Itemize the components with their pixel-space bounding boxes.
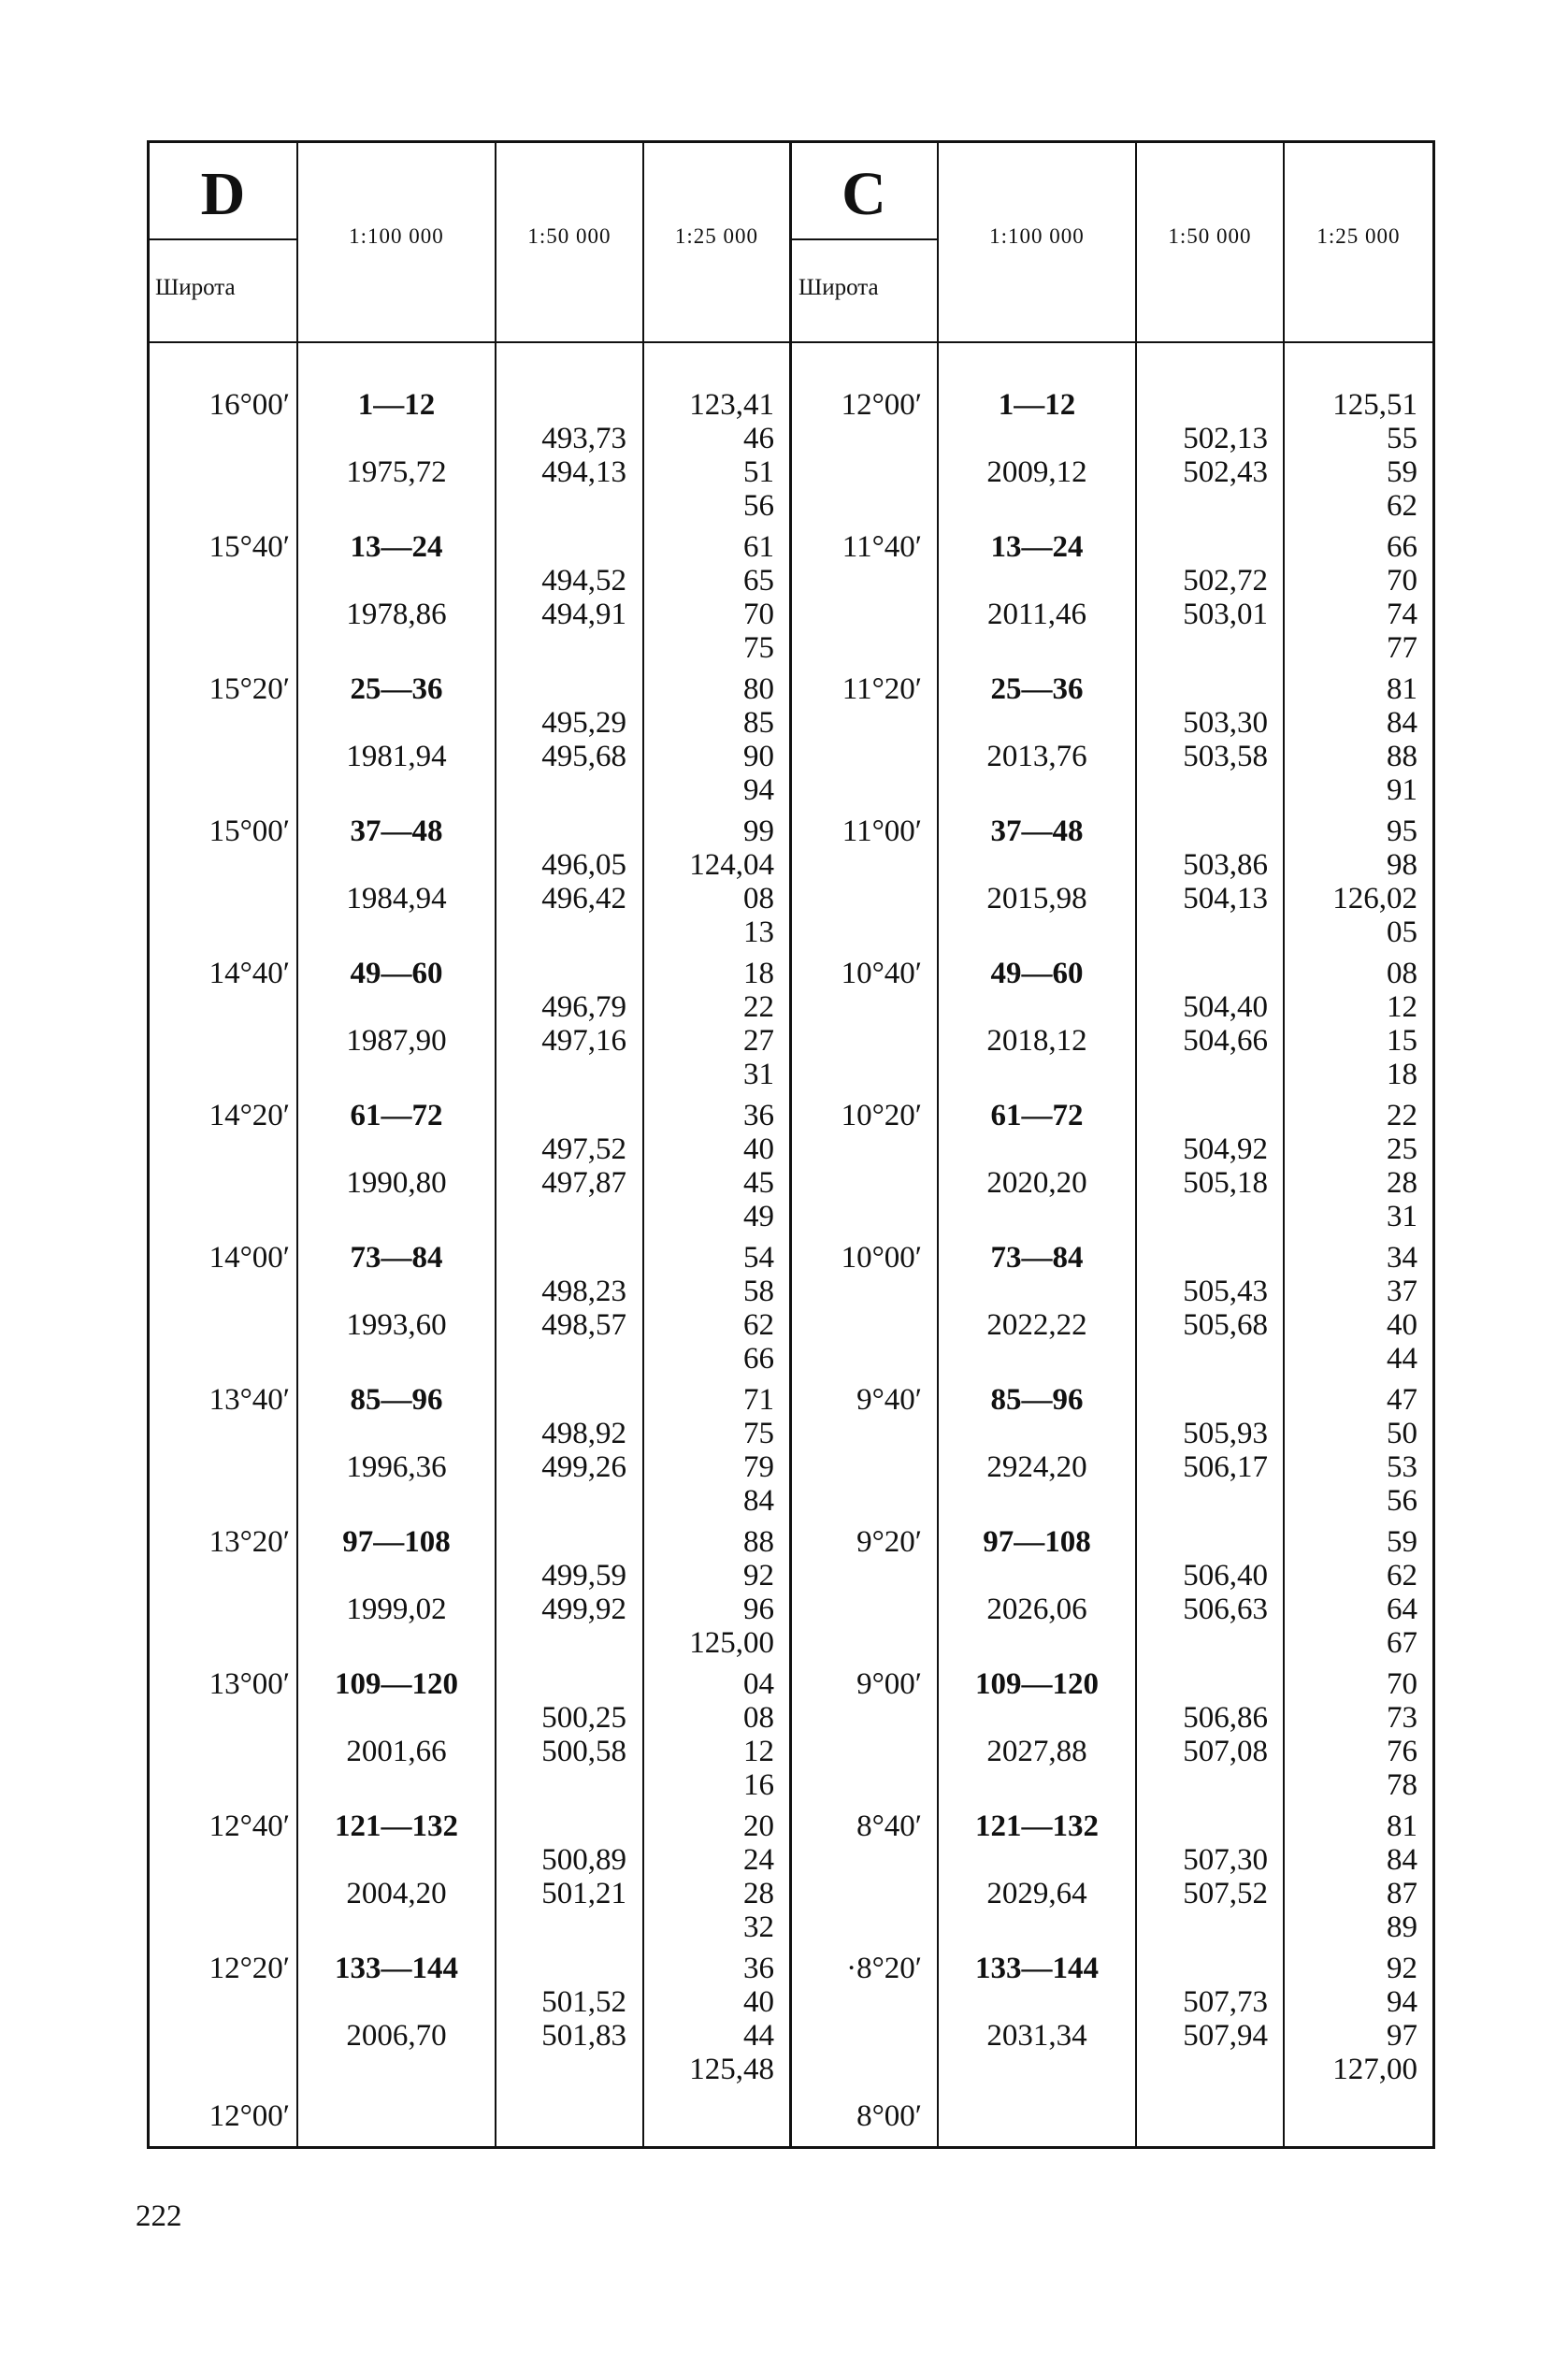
scale-25k-cell: 56 bbox=[1387, 1484, 1417, 1518]
scale-25k-cell: 84 bbox=[1387, 1843, 1417, 1877]
scale-25k-cell: 08 bbox=[1387, 957, 1417, 990]
scale-50k-cell: 494,91 bbox=[541, 598, 626, 631]
scale-25k-cell: 61 bbox=[743, 530, 774, 564]
page-number: 222 bbox=[136, 2199, 182, 2233]
scale-25k-cell: 70 bbox=[743, 598, 774, 631]
latitude-cell: 12°40′ bbox=[209, 1809, 290, 1843]
latitude-cell-bottom: 8°00′ bbox=[856, 2099, 922, 2133]
latitude-label-right: Широта bbox=[798, 275, 879, 300]
scale-50k-cell: 501,83 bbox=[541, 2019, 626, 2053]
sheet-range-cell: 133—144 bbox=[335, 1952, 458, 1985]
scale-50k-cell: 504,66 bbox=[1183, 1024, 1268, 1058]
latitude-cell: 9°00′ bbox=[856, 1667, 922, 1701]
scale-25k-cell: 84 bbox=[743, 1484, 774, 1518]
scale-100k-cell: 2924,20 bbox=[986, 1450, 1087, 1484]
scale-50k-cell: 500,58 bbox=[541, 1735, 626, 1768]
latitude-cell: 12°20′ bbox=[209, 1952, 290, 1985]
scale-25k-cell: 125,51 bbox=[1332, 388, 1417, 422]
scale-header-25k-left: 1:25 000 bbox=[674, 224, 759, 248]
scale-25k-cell: 87 bbox=[1387, 1877, 1417, 1910]
scale-100k-cell: 1978,86 bbox=[346, 598, 447, 631]
scale-50k-cell: 495,29 bbox=[541, 706, 626, 740]
scale-25k-cell: 36 bbox=[743, 1952, 774, 1985]
scale-50k-cell: 504,92 bbox=[1183, 1132, 1268, 1166]
latitude-cell: 10°00′ bbox=[841, 1241, 922, 1275]
scale-50k-cell: 496,05 bbox=[541, 848, 626, 882]
scale-50k-cell: 504,13 bbox=[1183, 882, 1268, 915]
scale-25k-cell: 125,00 bbox=[689, 1626, 774, 1660]
scale-100k-cell: 2027,88 bbox=[986, 1735, 1087, 1768]
scale-50k-cell: 503,58 bbox=[1183, 740, 1268, 773]
scale-25k-cell: 31 bbox=[743, 1058, 774, 1091]
sheet-range-cell: 1—12 bbox=[357, 388, 436, 422]
scale-25k-cell: 54 bbox=[743, 1241, 774, 1275]
scale-50k-cell: 507,73 bbox=[1183, 1985, 1268, 2019]
scale-50k-cell: 499,59 bbox=[541, 1559, 626, 1593]
latitude-cell: 11°20′ bbox=[842, 672, 922, 706]
scale-25k-cell: 44 bbox=[743, 2019, 774, 2053]
scale-100k-cell: 2015,98 bbox=[986, 882, 1087, 915]
scale-25k-cell: 97 bbox=[1387, 2019, 1417, 2053]
latitude-cell: 10°20′ bbox=[841, 1099, 922, 1132]
scale-25k-cell: 45 bbox=[743, 1166, 774, 1200]
sheet-range-cell: 97—108 bbox=[342, 1525, 451, 1559]
scale-25k-cell: 08 bbox=[743, 882, 774, 915]
latitude-cell: 14°00′ bbox=[209, 1241, 290, 1275]
scale-50k-cell: 503,86 bbox=[1183, 848, 1268, 882]
column-divider bbox=[296, 143, 298, 2146]
scale-25k-cell: 74 bbox=[1387, 598, 1417, 631]
scale-100k-cell: 2009,12 bbox=[986, 455, 1087, 489]
zone-rule-left bbox=[150, 238, 296, 240]
scale-25k-cell: 75 bbox=[743, 1417, 774, 1450]
scale-25k-cell: 12 bbox=[743, 1735, 774, 1768]
scale-100k-cell: 1987,90 bbox=[346, 1024, 447, 1058]
scale-25k-cell: 92 bbox=[1387, 1952, 1417, 1985]
scale-100k-cell: 2001,66 bbox=[346, 1735, 447, 1768]
scale-25k-cell: 126,02 bbox=[1332, 882, 1417, 915]
scale-table bbox=[147, 140, 1435, 2149]
scale-header-50k-right: 1:50 000 bbox=[1168, 224, 1252, 248]
scale-25k-cell: 95 bbox=[1387, 814, 1417, 848]
scale-100k-cell: 2004,20 bbox=[346, 1877, 447, 1910]
scale-25k-cell: 85 bbox=[743, 706, 774, 740]
scale-25k-cell: 22 bbox=[743, 990, 774, 1024]
scale-25k-cell: 51 bbox=[743, 455, 774, 489]
scale-50k-cell: 507,52 bbox=[1183, 1877, 1268, 1910]
zone-letter-left: D bbox=[200, 160, 246, 228]
scale-25k-cell: 50 bbox=[1387, 1417, 1417, 1450]
sheet-range-cell: 25—36 bbox=[990, 672, 1084, 706]
scale-25k-cell: 15 bbox=[1387, 1024, 1417, 1058]
scale-50k-cell: 498,23 bbox=[541, 1275, 626, 1308]
scale-50k-cell: 501,52 bbox=[541, 1985, 626, 2019]
sheet-range-cell: 109—120 bbox=[335, 1667, 458, 1701]
scale-25k-cell: 77 bbox=[1387, 631, 1417, 665]
scale-25k-cell: 40 bbox=[1387, 1308, 1417, 1342]
scale-25k-cell: 89 bbox=[1387, 1910, 1417, 1944]
scale-50k-cell: 497,16 bbox=[541, 1024, 626, 1058]
scale-25k-cell: 37 bbox=[1387, 1275, 1417, 1308]
scale-50k-cell: 500,89 bbox=[541, 1843, 626, 1877]
scale-50k-cell: 506,17 bbox=[1183, 1450, 1268, 1484]
sheet-range-cell: 13—24 bbox=[350, 530, 443, 564]
scale-100k-cell: 2029,64 bbox=[986, 1877, 1087, 1910]
scale-25k-cell: 65 bbox=[743, 564, 774, 598]
scale-50k-cell: 499,26 bbox=[541, 1450, 626, 1484]
scale-50k-cell: 506,86 bbox=[1183, 1701, 1268, 1735]
scale-25k-cell: 13 bbox=[743, 915, 774, 949]
latitude-cell-bottom: 12°00′ bbox=[209, 2099, 290, 2133]
header-rule bbox=[150, 341, 1432, 343]
scale-50k-cell: 496,79 bbox=[541, 990, 626, 1024]
scale-25k-cell: 98 bbox=[1387, 848, 1417, 882]
latitude-cell: 10°40′ bbox=[841, 957, 922, 990]
latitude-cell: 13°40′ bbox=[209, 1383, 290, 1417]
scale-100k-cell: 2011,46 bbox=[986, 598, 1087, 631]
scale-25k-cell: 31 bbox=[1387, 1200, 1417, 1233]
scale-header-50k-left: 1:50 000 bbox=[527, 224, 611, 248]
scale-100k-cell: 2018,12 bbox=[986, 1024, 1087, 1058]
sheet-range-cell: 85—96 bbox=[990, 1383, 1084, 1417]
scale-100k-cell: 2022,22 bbox=[986, 1308, 1087, 1342]
scale-25k-cell: 25 bbox=[1387, 1132, 1417, 1166]
scale-50k-cell: 506,63 bbox=[1183, 1593, 1268, 1626]
sheet-range-cell: 73—84 bbox=[990, 1241, 1084, 1275]
latitude-cell: 15°00′ bbox=[209, 814, 290, 848]
scale-25k-cell: 40 bbox=[743, 1985, 774, 2019]
sheet-range-cell: 121—132 bbox=[335, 1809, 458, 1843]
scale-100k-cell: 1993,60 bbox=[346, 1308, 447, 1342]
scale-25k-cell: 94 bbox=[1387, 1985, 1417, 2019]
scale-25k-cell: 80 bbox=[743, 672, 774, 706]
scale-50k-cell: 502,72 bbox=[1183, 564, 1268, 598]
scale-25k-cell: 67 bbox=[1387, 1626, 1417, 1660]
scale-50k-cell: 494,13 bbox=[541, 455, 626, 489]
latitude-cell: ·8°20′ bbox=[846, 1952, 922, 1985]
scale-25k-cell: 76 bbox=[1387, 1735, 1417, 1768]
scale-25k-cell: 04 bbox=[743, 1667, 774, 1701]
latitude-cell: 14°40′ bbox=[209, 957, 290, 990]
latitude-cell: 13°20′ bbox=[209, 1525, 290, 1559]
scale-25k-cell: 44 bbox=[1387, 1342, 1417, 1376]
scale-25k-cell: 56 bbox=[743, 489, 774, 523]
sheet-range-cell: 97—108 bbox=[983, 1525, 1091, 1559]
scale-100k-cell: 2031,34 bbox=[986, 2019, 1087, 2053]
scale-25k-cell: 55 bbox=[1387, 422, 1417, 455]
scale-50k-cell: 498,92 bbox=[541, 1417, 626, 1450]
scale-50k-cell: 503,30 bbox=[1183, 706, 1268, 740]
scale-25k-cell: 62 bbox=[743, 1308, 774, 1342]
scale-25k-cell: 88 bbox=[1387, 740, 1417, 773]
scale-100k-cell: 1975,72 bbox=[346, 455, 447, 489]
scale-50k-cell: 497,87 bbox=[541, 1166, 626, 1200]
scale-25k-cell: 49 bbox=[743, 1200, 774, 1233]
scale-25k-cell: 94 bbox=[743, 773, 774, 807]
sheet-range-cell: 25—36 bbox=[350, 672, 443, 706]
scale-25k-cell: 91 bbox=[1387, 773, 1417, 807]
column-divider bbox=[937, 143, 939, 2146]
scale-25k-cell: 18 bbox=[1387, 1058, 1417, 1091]
scale-50k-cell: 506,40 bbox=[1183, 1559, 1268, 1593]
sheet-range-cell: 61—72 bbox=[350, 1099, 443, 1132]
sheet-range-cell: 133—144 bbox=[975, 1952, 1099, 1985]
scale-25k-cell: 58 bbox=[743, 1275, 774, 1308]
latitude-cell: 11°40′ bbox=[842, 530, 922, 564]
scale-25k-cell: 46 bbox=[743, 422, 774, 455]
scale-25k-cell: 05 bbox=[1387, 915, 1417, 949]
scale-25k-cell: 75 bbox=[743, 631, 774, 665]
scale-25k-cell: 70 bbox=[1387, 1667, 1417, 1701]
scale-25k-cell: 20 bbox=[743, 1809, 774, 1843]
scale-25k-cell: 124,04 bbox=[689, 848, 774, 882]
scale-25k-cell: 90 bbox=[743, 740, 774, 773]
sheet-range-cell: 73—84 bbox=[350, 1241, 443, 1275]
zone-letter-right: C bbox=[842, 160, 886, 228]
scale-25k-cell: 64 bbox=[1387, 1593, 1417, 1626]
scale-25k-cell: 59 bbox=[1387, 455, 1417, 489]
scale-50k-cell: 502,43 bbox=[1183, 455, 1268, 489]
scale-25k-cell: 34 bbox=[1387, 1241, 1417, 1275]
sheet-range-cell: 61—72 bbox=[990, 1099, 1084, 1132]
scale-100k-cell: 2020,20 bbox=[986, 1166, 1087, 1200]
scale-100k-cell: 1981,94 bbox=[346, 740, 447, 773]
scale-25k-cell: 88 bbox=[743, 1525, 774, 1559]
scale-25k-cell: 70 bbox=[1387, 564, 1417, 598]
latitude-cell: 13°00′ bbox=[209, 1667, 290, 1701]
latitude-cell: 15°20′ bbox=[209, 672, 290, 706]
scale-25k-cell: 66 bbox=[1387, 530, 1417, 564]
scale-25k-cell: 84 bbox=[1387, 706, 1417, 740]
scale-50k-cell: 507,30 bbox=[1183, 1843, 1268, 1877]
scale-25k-cell: 71 bbox=[743, 1383, 774, 1417]
scale-25k-cell: 59 bbox=[1387, 1525, 1417, 1559]
scale-25k-cell: 78 bbox=[1387, 1768, 1417, 1802]
scale-50k-cell: 499,92 bbox=[541, 1593, 626, 1626]
sheet-range-cell: 121—132 bbox=[975, 1809, 1099, 1843]
scale-25k-cell: 62 bbox=[1387, 489, 1417, 523]
scale-100k-cell: 1984,94 bbox=[346, 882, 447, 915]
scale-50k-cell: 495,68 bbox=[541, 740, 626, 773]
scale-25k-cell: 32 bbox=[743, 1910, 774, 1944]
scale-25k-cell: 28 bbox=[743, 1877, 774, 1910]
latitude-cell: 16°00′ bbox=[209, 388, 290, 422]
scale-25k-cell: 96 bbox=[743, 1593, 774, 1626]
sheet-range-cell: 49—60 bbox=[990, 957, 1084, 990]
scale-100k-cell: 2026,06 bbox=[986, 1593, 1087, 1626]
scale-25k-cell: 16 bbox=[743, 1768, 774, 1802]
scale-50k-cell: 507,08 bbox=[1183, 1735, 1268, 1768]
latitude-cell: 14°20′ bbox=[209, 1099, 290, 1132]
zone-rule-right bbox=[791, 238, 937, 240]
scale-25k-cell: 127,00 bbox=[1332, 2053, 1417, 2086]
scale-50k-cell: 505,93 bbox=[1183, 1417, 1268, 1450]
scale-50k-cell: 504,40 bbox=[1183, 990, 1268, 1024]
latitude-cell: 8°40′ bbox=[856, 1809, 922, 1843]
sheet-range-cell: 49—60 bbox=[350, 957, 443, 990]
scale-25k-cell: 22 bbox=[1387, 1099, 1417, 1132]
scale-50k-cell: 498,57 bbox=[541, 1308, 626, 1342]
scale-100k-cell: 2006,70 bbox=[346, 2019, 447, 2053]
scale-50k-cell: 505,43 bbox=[1183, 1275, 1268, 1308]
scale-header-25k-right: 1:25 000 bbox=[1316, 224, 1401, 248]
latitude-cell: 15°40′ bbox=[209, 530, 290, 564]
scale-50k-cell: 505,18 bbox=[1183, 1166, 1268, 1200]
scale-50k-cell: 501,21 bbox=[541, 1877, 626, 1910]
scale-25k-cell: 62 bbox=[1387, 1559, 1417, 1593]
latitude-label-left: Широта bbox=[155, 275, 236, 300]
scale-25k-cell: 08 bbox=[743, 1701, 774, 1735]
latitude-cell: 12°00′ bbox=[841, 388, 922, 422]
latitude-cell: 11°00′ bbox=[842, 814, 922, 848]
scale-25k-cell: 47 bbox=[1387, 1383, 1417, 1417]
scale-50k-cell: 496,42 bbox=[541, 882, 626, 915]
scale-header-100k-right: 1:100 000 bbox=[989, 224, 1085, 248]
scale-50k-cell: 497,52 bbox=[541, 1132, 626, 1166]
scale-50k-cell: 507,94 bbox=[1183, 2019, 1268, 2053]
scale-50k-cell: 503,01 bbox=[1183, 598, 1268, 631]
scale-25k-cell: 99 bbox=[743, 814, 774, 848]
scale-25k-cell: 36 bbox=[743, 1099, 774, 1132]
scale-100k-cell: 1990,80 bbox=[346, 1166, 447, 1200]
latitude-cell: 9°40′ bbox=[856, 1383, 922, 1417]
scale-50k-cell: 500,25 bbox=[541, 1701, 626, 1735]
sheet-range-cell: 1—12 bbox=[998, 388, 1076, 422]
scale-25k-cell: 125,48 bbox=[689, 2053, 774, 2086]
scale-25k-cell: 92 bbox=[743, 1559, 774, 1593]
scale-25k-cell: 12 bbox=[1387, 990, 1417, 1024]
sheet-range-cell: 37—48 bbox=[990, 814, 1084, 848]
scale-25k-cell: 81 bbox=[1387, 1809, 1417, 1843]
scale-50k-cell: 494,52 bbox=[541, 564, 626, 598]
sheet-range-cell: 13—24 bbox=[990, 530, 1084, 564]
scale-100k-cell: 1999,02 bbox=[346, 1593, 447, 1626]
center-divider bbox=[789, 143, 792, 2146]
scale-50k-cell: 505,68 bbox=[1183, 1308, 1268, 1342]
scale-header-100k-left: 1:100 000 bbox=[349, 224, 444, 248]
sheet-range-cell: 109—120 bbox=[975, 1667, 1099, 1701]
scale-25k-cell: 66 bbox=[743, 1342, 774, 1376]
scale-25k-cell: 73 bbox=[1387, 1701, 1417, 1735]
scale-25k-cell: 40 bbox=[743, 1132, 774, 1166]
sheet-range-cell: 37—48 bbox=[350, 814, 443, 848]
scale-25k-cell: 28 bbox=[1387, 1166, 1417, 1200]
scale-25k-cell: 27 bbox=[743, 1024, 774, 1058]
scale-25k-cell: 79 bbox=[743, 1450, 774, 1484]
scale-50k-cell: 502,13 bbox=[1183, 422, 1268, 455]
scale-25k-cell: 18 bbox=[743, 957, 774, 990]
scale-25k-cell: 53 bbox=[1387, 1450, 1417, 1484]
scale-100k-cell: 2013,76 bbox=[986, 740, 1087, 773]
scale-100k-cell: 1996,36 bbox=[346, 1450, 447, 1484]
latitude-cell: 9°20′ bbox=[856, 1525, 922, 1559]
scale-25k-cell: 123,41 bbox=[689, 388, 774, 422]
scale-25k-cell: 81 bbox=[1387, 672, 1417, 706]
sheet-range-cell: 85—96 bbox=[350, 1383, 443, 1417]
scale-25k-cell: 24 bbox=[743, 1843, 774, 1877]
scale-50k-cell: 493,73 bbox=[541, 422, 626, 455]
